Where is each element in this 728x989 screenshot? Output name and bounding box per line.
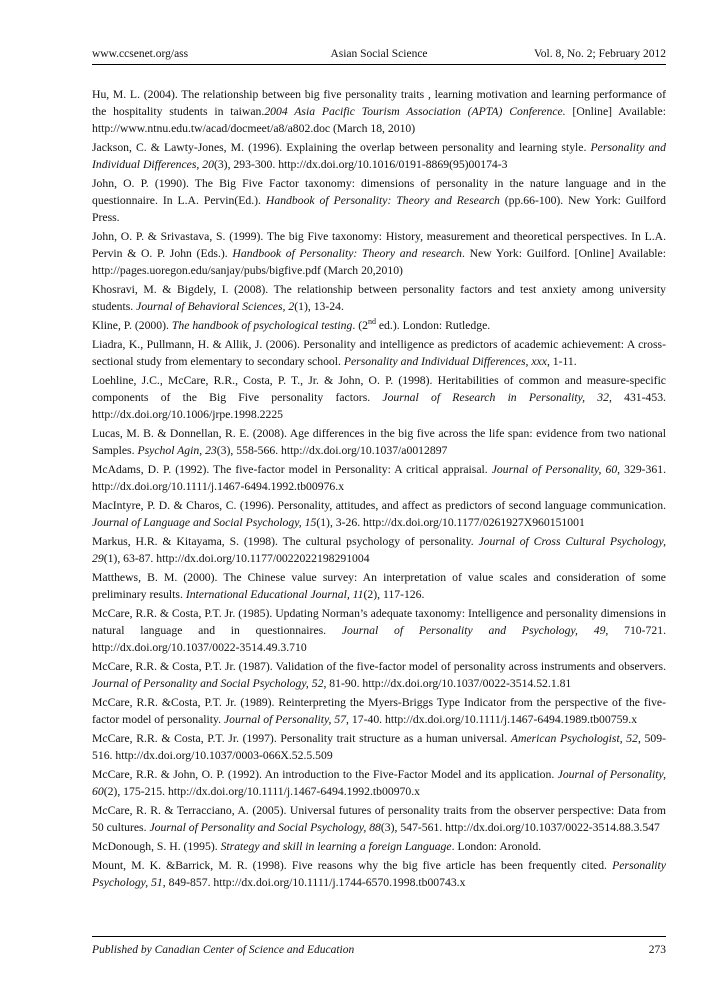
journal-url[interactable]: www.ccsenet.org/ass [92,48,189,60]
reference-entry [92,658,666,692]
reference-text: McCare, R.R. & Costa, P.T. Jr. (1997). Personality trait structure as a human universal. [92,732,511,745]
reference-text: (1), 3-26. http://dx.doi.org/10.1177/0261927X960151001 [316,516,585,529]
reference-entry [92,497,666,531]
reference-text: . (2 [352,319,368,332]
reference-text: McCare, R.R. & John, O. P. (1992). An introduction to the Five-Factor Model and its application. [92,768,558,781]
reference-text: , 1-11. [546,355,577,368]
reference-source: Journal of Personality, 57 [223,713,347,726]
reference-entry [92,569,666,603]
reference-entry [92,425,666,459]
publisher-line: Published by Canadian Center of Science and Education [92,944,355,956]
reference-text: McCare, R.R. &Costa, P.T. Jr. (1989). Reinterpreting the Myers-Briggs Type Indicator from the perspective of the five-factor model of personality. [92,696,666,726]
reference-source: Handbook of Personality: Theory and research [232,247,463,260]
reference-source: Journal of Personality and Social Psychology, 52 [92,677,324,690]
reference-entry [92,857,666,891]
reference-text: Loehline, J.C., McCare, R.R., Costa, P. T., Jr. & John, O. P. (1998). Heritabilities of common and measure-specific components of the Big Five personality factors. [92,374,666,404]
running-footer [92,936,666,957]
reference-text: John, O. P. & Srivastava, S. (1999). The big Five taxonomy: History, measurement and theoretical perspectives. In L.A. Pervin & O. P. John (Eds.). [92,230,666,260]
reference-entry [92,317,666,334]
reference-text: . London: Aronold. [451,840,542,853]
reference-entry [92,372,666,423]
reference-text: , 81-90. http://dx.doi.org/10.1037/0022-3514.52.1.81 [323,677,572,690]
reference-text: McCare, R. R. & Terracciano, A. (2005). Universal futures of personality traits from the observer perspective: Data from 50 cultures. [92,804,666,834]
reference-source: Journal of Personality, 60 [92,768,667,798]
reference-text: McCare, R.R. & Costa, P.T. Jr. (1987). Validation of the five-factor model of personality across instruments and observers. [92,660,666,673]
reference-text: (3), 293-300. http://dx.doi.org/10.1016/0191-8869(95)00174-3 [213,158,508,171]
reference-text: McDonough, S. H. (1995). [92,840,221,853]
reference-entry [92,336,666,370]
reference-entry [92,139,666,173]
reference-text: ed.). London: Rutledge. [375,319,491,332]
reference-entry [92,605,666,656]
reference-text: , 509-516. http://dx.doi.org/10.1037/0003-066X.52.5.509 [92,732,666,762]
reference-entry [92,730,666,764]
reference-text: Matthews, B. M. (2000). The Chinese value survey: An interpretation of value scales and consideration of some preliminary results. [92,571,666,601]
reference-text: Liadra, K., Pullmann, H. & Allik, J. (2006). Personality and intelligence as predictors of academic achievement: A cross-sectional study from elementary to secondary school. [92,338,666,368]
reference-text: [Online] Available: http://www.ntnu.edu.tw/acad/docmeet/a8/a802.doc (March 18, 2010) [92,105,666,135]
reference-text: Lucas, M. B. & Donnellan, R. E. (2008). Age differences in the big five across the life span: evidence from two national Samples. [92,427,666,457]
reference-source: 2004 Asia Pacific Tourism Association (APTA) Conference. [264,105,566,118]
reference-source: Personality and Individual Differences, xxx [343,355,547,368]
page-number: 273 [648,944,666,956]
reference-text: (1), 13-24. [294,300,344,313]
reference-source: Journal of Language and Social Psychology, 15 [92,516,317,529]
reference-source: Journal of Personality and Social Psychology, 88 [149,821,381,834]
reference-list [92,86,666,893]
reference-entry [92,461,666,495]
reference-text: . New York: Guilford. [Online] Available: http://pages.uoregon.edu/sanjay/pubs/bigfive.pdf (March 20,2010) [92,247,666,277]
reference-text: McCare, R.R. & Costa, P.T. Jr. (1985). Updating Norman’s adequate taxonomy: Intelligence and personality dimensions in natural language and in questionnaires. [92,607,666,637]
reference-source: Personality Psychology, 51 [92,859,666,889]
volume-info: Vol. 8, No. 2; February 2012 [533,48,666,60]
reference-source: Journal of Personality and Psychology, 49 [341,624,606,637]
reference-source: Journal of Personality, 60 [491,463,618,476]
reference-source: Handbook of Personality: Theory and Research [265,194,500,207]
running-header [92,44,666,65]
journal-title: Asian Social Science [330,48,428,60]
reference-text: , 431-453. http://dx.doi.org/10.1006/jrpe.1998.2225 [92,391,666,421]
reference-entry [92,281,666,315]
reference-text: Kline, P. (2000). [92,319,172,332]
reference-entry [92,838,666,855]
reference-source: International Educational Journal, 11 [185,588,364,601]
reference-text: nd [367,317,376,327]
reference-source: Personality and Individual Differences, 20 [92,141,666,171]
reference-text: , 17-40. http://dx.doi.org/10.1111/j.1467-6494.1989.tb00759.x [346,713,638,726]
reference-source: Strategy and skill in learning a foreign Language [220,840,452,853]
reference-text: Jackson, C. & Lawty-Jones, M. (1996). Explaining the overlap between personality and learning style. [92,141,591,154]
reference-source: The handbook of psychological testing [171,319,353,332]
reference-text: (3), 547-561. http://dx.doi.org/10.1037/0022-3514.88.3.547 [380,821,660,834]
reference-source: Psychol Agin, 23 [137,444,217,457]
reference-source: Journal of Research in Personality, 32 [382,391,609,404]
reference-text: MacIntyre, P. D. & Charos, C. (1996). Personality, attitudes, and affect as predictors of second language communication. [92,499,666,512]
reference-text: Khosravi, M. & Bigdely, I. (2008). The relationship between personality factors and test anxiety among university students. [92,283,666,313]
reference-text: (1), 63-87. http://dx.doi.org/10.1177/0022022198291004 [103,552,370,565]
reference-entry [92,802,666,836]
reference-entry [92,766,666,800]
reference-source: American Psychologist, 52 [510,732,638,745]
reference-text: John, O. P. (1990). The Big Five Factor taxonomy: dimensions of personality in the nature language and in the questionnaire. In L.A. Pervin(Ed.). [92,177,666,207]
reference-text: , 849-857. http://dx.doi.org/10.1111/j.1744-6570.1998.tb00743.x [162,876,466,889]
reference-text: McAdams, D. P. (1992). The five-factor model in Personality: A critical appraisal. [92,463,492,476]
reference-source: Journal of Cross Cultural Psychology, 29 [92,535,666,565]
reference-entry [92,533,666,567]
reference-text: (2), 117-126. [363,588,425,601]
reference-entry [92,694,666,728]
reference-text: (2), 175-215. http://dx.doi.org/10.1111/j.1467-6494.1992.tb00970.x [103,785,420,798]
reference-text: , 710-721. http://dx.doi.org/10.1037/0022-3514.49.3.710 [92,624,666,654]
reference-text: Mount, M. K. &Barrick, M. R. (1998). Five reasons why the big five article has been frequently cited. [92,859,613,872]
reference-text: Hu, M. L. (2004). The relationship between big five personality traits , learning motivation and learning performance of the hospitality students in taiwan. [92,88,666,118]
reference-entry [92,86,666,137]
reference-text: , 329-361. http://dx.doi.org/10.1111/j.1467-6494.1992.tb00976.x [92,463,667,493]
reference-source: Journal of Behavioral Sciences, 2 [136,300,295,313]
reference-text: (pp.66-100). New York: Guilford Press. [92,194,667,224]
reference-entry [92,175,666,226]
reference-entry [92,228,666,279]
reference-text: Markus, H.R. & Kitayama, S. (1998). The cultural psychology of personality. [92,535,479,548]
reference-text: (3), 558-566. http://dx.doi.org/10.1037/a0012897 [216,444,448,457]
